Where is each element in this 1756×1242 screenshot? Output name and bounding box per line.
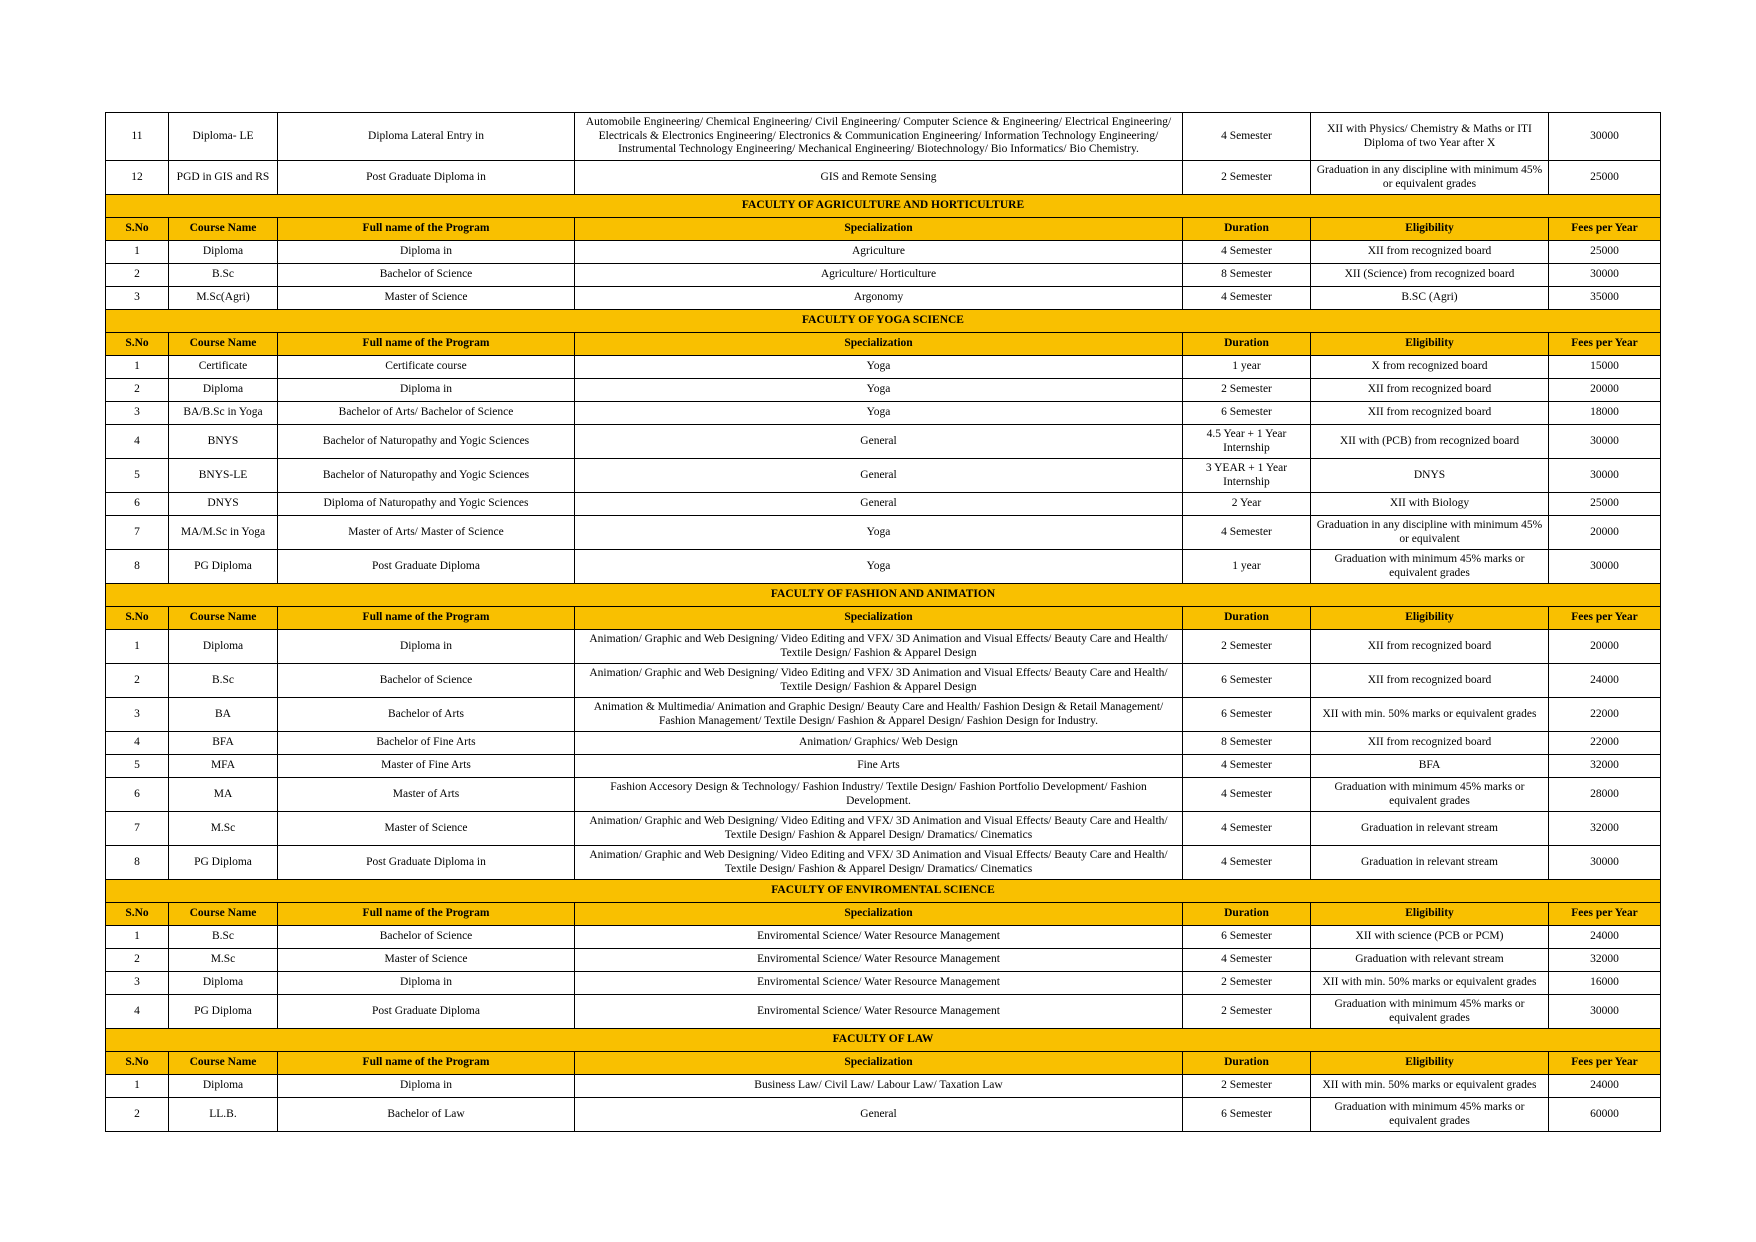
eligibility-cell: Graduation with minimum 45% marks or equivalent grades — [1311, 550, 1549, 584]
duration-cell: 6 Semester — [1183, 664, 1311, 698]
column-header: Duration — [1183, 903, 1311, 926]
course-name-cell: Diploma — [169, 972, 278, 995]
table-row — [106, 516, 1661, 550]
fees-cell: 60000 — [1549, 1098, 1661, 1132]
course-name-cell: BA — [169, 698, 278, 732]
program-name-cell: Master of Arts/ Master of Science — [278, 516, 575, 550]
column-header: Duration — [1183, 1052, 1311, 1075]
program-name-cell: Master of Science — [278, 287, 575, 310]
table-row — [106, 425, 1661, 459]
program-name-cell: Diploma in — [278, 630, 575, 664]
course-name-cell: M.Sc(Agri) — [169, 287, 278, 310]
course-name-cell: MA — [169, 778, 278, 812]
program-name-cell: Diploma in — [278, 972, 575, 995]
sno-cell: 1 — [106, 926, 169, 949]
sno-cell: 3 — [106, 698, 169, 732]
duration-cell: 3 YEAR + 1 Year Internship — [1183, 459, 1311, 493]
column-header: Duration — [1183, 333, 1311, 356]
eligibility-cell: Graduation with minimum 45% marks or equivalent grades — [1311, 1098, 1549, 1132]
sno-cell: 2 — [106, 664, 169, 698]
program-name-cell: Diploma in — [278, 1075, 575, 1098]
column-header: Course Name — [169, 607, 278, 630]
table-row — [106, 812, 1661, 846]
column-header: Specialization — [575, 607, 1183, 630]
faculty-heading-row — [106, 195, 1661, 218]
column-header-row — [106, 903, 1661, 926]
fees-cell: 22000 — [1549, 732, 1661, 755]
sno-cell: 1 — [106, 356, 169, 379]
duration-cell: 4 Semester — [1183, 846, 1311, 880]
column-header: S.No — [106, 333, 169, 356]
program-name-cell: Bachelor of Science — [278, 664, 575, 698]
table-row — [106, 241, 1661, 264]
sno-cell: 12 — [106, 161, 169, 195]
specialization-cell: Business Law/ Civil Law/ Labour Law/ Taxation Law — [575, 1075, 1183, 1098]
column-header: Specialization — [575, 1052, 1183, 1075]
column-header-row — [106, 333, 1661, 356]
column-header: Eligibility — [1311, 1052, 1549, 1075]
table-row — [106, 995, 1661, 1029]
specialization-cell: Enviromental Science/ Water Resource Management — [575, 949, 1183, 972]
specialization-cell: Animation & Multimedia/ Animation and Graphic Design/ Beauty Care and Health/ Fashion Design & Retail Management/ Fashion Management/ Textile Design/ Fashion & Apparel Design/ Fashion Design for Industry. — [575, 698, 1183, 732]
table-row — [106, 161, 1661, 195]
eligibility-cell: Graduation with minimum 45% marks or equivalent grades — [1311, 995, 1549, 1029]
column-header: Fees per Year — [1549, 333, 1661, 356]
course-name-cell: Certificate — [169, 356, 278, 379]
sno-cell: 3 — [106, 402, 169, 425]
fees-cell: 18000 — [1549, 402, 1661, 425]
eligibility-cell: DNYS — [1311, 459, 1549, 493]
sno-cell: 6 — [106, 493, 169, 516]
specialization-cell: Yoga — [575, 516, 1183, 550]
specialization-cell: Animation/ Graphic and Web Designing/ Video Editing and VFX/ 3D Animation and Visual Effects/ Beauty Care and Health/ Textile Design/ Fashion & Apparel Design — [575, 630, 1183, 664]
table-row — [106, 664, 1661, 698]
course-name-cell: DNYS — [169, 493, 278, 516]
column-header: S.No — [106, 1052, 169, 1075]
eligibility-cell: X from recognized board — [1311, 356, 1549, 379]
fees-cell: 30000 — [1549, 846, 1661, 880]
sno-cell: 11 — [106, 113, 169, 161]
course-name-cell: M.Sc — [169, 812, 278, 846]
fees-cell: 32000 — [1549, 949, 1661, 972]
program-name-cell: Bachelor of Law — [278, 1098, 575, 1132]
fees-cell: 30000 — [1549, 264, 1661, 287]
program-name-cell: Diploma Lateral Entry in — [278, 113, 575, 161]
fees-cell: 30000 — [1549, 995, 1661, 1029]
eligibility-cell: XII with Biology — [1311, 493, 1549, 516]
course-name-cell: B.Sc — [169, 264, 278, 287]
program-name-cell: Diploma in — [278, 379, 575, 402]
specialization-cell: Enviromental Science/ Water Resource Management — [575, 972, 1183, 995]
duration-cell: 2 Year — [1183, 493, 1311, 516]
table-row — [106, 1075, 1661, 1098]
specialization-cell: Enviromental Science/ Water Resource Management — [575, 995, 1183, 1029]
specialization-cell: Yoga — [575, 379, 1183, 402]
table-row — [106, 630, 1661, 664]
column-header: Fees per Year — [1549, 607, 1661, 630]
sno-cell: 6 — [106, 778, 169, 812]
program-name-cell: Post Graduate Diploma — [278, 550, 575, 584]
faculty-title: FACULTY OF LAW — [106, 1029, 1661, 1052]
table-row — [106, 846, 1661, 880]
table-row — [106, 493, 1661, 516]
course-table-body — [106, 113, 1661, 1132]
table-row — [106, 402, 1661, 425]
eligibility-cell: XII with science (PCB or PCM) — [1311, 926, 1549, 949]
fees-cell: 24000 — [1549, 926, 1661, 949]
sno-cell: 1 — [106, 1075, 169, 1098]
sno-cell: 2 — [106, 264, 169, 287]
table-row — [106, 778, 1661, 812]
sno-cell: 4 — [106, 995, 169, 1029]
duration-cell: 4.5 Year + 1 Year Internship — [1183, 425, 1311, 459]
sno-cell: 4 — [106, 732, 169, 755]
course-name-cell: PG Diploma — [169, 550, 278, 584]
course-name-cell: Diploma — [169, 1075, 278, 1098]
duration-cell: 6 Semester — [1183, 1098, 1311, 1132]
program-name-cell: Master of Science — [278, 812, 575, 846]
eligibility-cell: XII from recognized board — [1311, 379, 1549, 402]
table-row — [106, 972, 1661, 995]
specialization-cell: General — [575, 493, 1183, 516]
sno-cell: 5 — [106, 459, 169, 493]
duration-cell: 1 year — [1183, 550, 1311, 584]
sno-cell: 2 — [106, 1098, 169, 1132]
fees-cell: 16000 — [1549, 972, 1661, 995]
course-name-cell: BA/B.Sc in Yoga — [169, 402, 278, 425]
course-name-cell: B.Sc — [169, 664, 278, 698]
course-name-cell: BFA — [169, 732, 278, 755]
sno-cell: 2 — [106, 379, 169, 402]
specialization-cell: Automobile Engineering/ Chemical Engineering/ Civil Engineering/ Computer Science & Engineering/ Electrical Engineering/ Electricals & Electronics Engineering/ Electronics & Communication Engineering/ Information Technology Engineering/ Instrumental Technology Engineering/ Mechanical Engineering/ Biotechnology/ Bio Informatics/ Bio Chemistry. — [575, 113, 1183, 161]
duration-cell: 8 Semester — [1183, 732, 1311, 755]
eligibility-cell: Graduation in relevant stream — [1311, 846, 1549, 880]
eligibility-cell: XII from recognized board — [1311, 630, 1549, 664]
fees-cell: 28000 — [1549, 778, 1661, 812]
specialization-cell: Animation/ Graphic and Web Designing/ Video Editing and VFX/ 3D Animation and Visual Effects/ Beauty Care and Health/ Textile Design/ Fashion & Apparel Design — [575, 664, 1183, 698]
sno-cell: 7 — [106, 812, 169, 846]
column-header: Full name of the Program — [278, 903, 575, 926]
table-row — [106, 550, 1661, 584]
sno-cell: 3 — [106, 287, 169, 310]
program-name-cell: Post Graduate Diploma — [278, 995, 575, 1029]
program-name-cell: Master of Arts — [278, 778, 575, 812]
table-row — [106, 356, 1661, 379]
fees-cell: 35000 — [1549, 287, 1661, 310]
course-name-cell: PG Diploma — [169, 846, 278, 880]
sno-cell: 3 — [106, 972, 169, 995]
duration-cell: 4 Semester — [1183, 113, 1311, 161]
fees-cell: 30000 — [1549, 459, 1661, 493]
duration-cell: 4 Semester — [1183, 241, 1311, 264]
eligibility-cell: XII (Science) from recognized board — [1311, 264, 1549, 287]
table-row — [106, 379, 1661, 402]
duration-cell: 2 Semester — [1183, 995, 1311, 1029]
course-name-cell: BNYS-LE — [169, 459, 278, 493]
specialization-cell: General — [575, 1098, 1183, 1132]
course-name-cell: MFA — [169, 755, 278, 778]
program-name-cell: Bachelor of Naturopathy and Yogic Sciences — [278, 425, 575, 459]
course-name-cell: B.Sc — [169, 926, 278, 949]
table-row — [106, 287, 1661, 310]
duration-cell: 2 Semester — [1183, 161, 1311, 195]
eligibility-cell: Graduation with relevant stream — [1311, 949, 1549, 972]
column-header: Eligibility — [1311, 333, 1549, 356]
column-header: Eligibility — [1311, 607, 1549, 630]
duration-cell: 4 Semester — [1183, 287, 1311, 310]
fees-cell: 30000 — [1549, 425, 1661, 459]
fees-cell: 25000 — [1549, 161, 1661, 195]
specialization-cell: Animation/ Graphic and Web Designing/ Video Editing and VFX/ 3D Animation and Visual Effects/ Beauty Care and Health/ Textile Design/ Fashion & Apparel Design/ Dramatics/ Cinematics — [575, 846, 1183, 880]
specialization-cell: Yoga — [575, 356, 1183, 379]
duration-cell: 1 year — [1183, 356, 1311, 379]
fees-cell: 20000 — [1549, 630, 1661, 664]
fees-cell: 32000 — [1549, 755, 1661, 778]
table-row — [106, 926, 1661, 949]
column-header: Duration — [1183, 218, 1311, 241]
duration-cell: 2 Semester — [1183, 630, 1311, 664]
course-name-cell: Diploma — [169, 379, 278, 402]
table-row — [106, 1098, 1661, 1132]
duration-cell: 4 Semester — [1183, 778, 1311, 812]
column-header: Fees per Year — [1549, 903, 1661, 926]
duration-cell: 8 Semester — [1183, 264, 1311, 287]
sno-cell: 1 — [106, 241, 169, 264]
faculty-heading-row — [106, 310, 1661, 333]
course-table — [105, 112, 1661, 1132]
fees-cell: 20000 — [1549, 516, 1661, 550]
column-header: Course Name — [169, 1052, 278, 1075]
fees-cell: 30000 — [1549, 550, 1661, 584]
column-header: Fees per Year — [1549, 218, 1661, 241]
specialization-cell: Enviromental Science/ Water Resource Management — [575, 926, 1183, 949]
sno-cell: 4 — [106, 425, 169, 459]
eligibility-cell: XII with min. 50% marks or equivalent grades — [1311, 698, 1549, 732]
column-header: Course Name — [169, 333, 278, 356]
faculty-heading-row — [106, 1029, 1661, 1052]
eligibility-cell: XII from recognized board — [1311, 664, 1549, 698]
duration-cell: 4 Semester — [1183, 949, 1311, 972]
duration-cell: 2 Semester — [1183, 379, 1311, 402]
fees-cell: 25000 — [1549, 241, 1661, 264]
column-header: Course Name — [169, 903, 278, 926]
eligibility-cell: B.SC (Agri) — [1311, 287, 1549, 310]
duration-cell: 4 Semester — [1183, 516, 1311, 550]
table-row — [106, 755, 1661, 778]
column-header-row — [106, 1052, 1661, 1075]
eligibility-cell: Graduation in relevant stream — [1311, 812, 1549, 846]
eligibility-cell: XII from recognized board — [1311, 732, 1549, 755]
faculty-title: FACULTY OF ENVIROMENTAL SCIENCE — [106, 880, 1661, 903]
sno-cell: 8 — [106, 550, 169, 584]
program-name-cell: Bachelor of Arts/ Bachelor of Science — [278, 402, 575, 425]
faculty-title: FACULTY OF FASHION AND ANIMATION — [106, 584, 1661, 607]
duration-cell: 6 Semester — [1183, 926, 1311, 949]
specialization-cell: Animation/ Graphics/ Web Design — [575, 732, 1183, 755]
eligibility-cell: XII with min. 50% marks or equivalent grades — [1311, 1075, 1549, 1098]
eligibility-cell: XII from recognized board — [1311, 241, 1549, 264]
specialization-cell: Agriculture/ Horticulture — [575, 264, 1183, 287]
column-header: Full name of the Program — [278, 218, 575, 241]
program-name-cell: Master of Fine Arts — [278, 755, 575, 778]
column-header: S.No — [106, 903, 169, 926]
column-header-row — [106, 218, 1661, 241]
table-row — [106, 949, 1661, 972]
specialization-cell: Agriculture — [575, 241, 1183, 264]
program-name-cell: Post Graduate Diploma in — [278, 846, 575, 880]
sno-cell: 2 — [106, 949, 169, 972]
eligibility-cell: BFA — [1311, 755, 1549, 778]
sno-cell: 1 — [106, 630, 169, 664]
program-name-cell: Bachelor of Science — [278, 926, 575, 949]
eligibility-cell: XII from recognized board — [1311, 402, 1549, 425]
column-header: Specialization — [575, 333, 1183, 356]
sno-cell: 8 — [106, 846, 169, 880]
column-header: Full name of the Program — [278, 333, 575, 356]
duration-cell: 2 Semester — [1183, 972, 1311, 995]
column-header: Fees per Year — [1549, 1052, 1661, 1075]
duration-cell: 4 Semester — [1183, 812, 1311, 846]
course-document — [105, 112, 1660, 1132]
fees-cell: 22000 — [1549, 698, 1661, 732]
program-name-cell: Bachelor of Science — [278, 264, 575, 287]
column-header: Eligibility — [1311, 218, 1549, 241]
duration-cell: 6 Semester — [1183, 402, 1311, 425]
specialization-cell: GIS and Remote Sensing — [575, 161, 1183, 195]
program-name-cell: Bachelor of Naturopathy and Yogic Sciences — [278, 459, 575, 493]
table-row — [106, 113, 1661, 161]
column-header: Full name of the Program — [278, 1052, 575, 1075]
course-name-cell: PG Diploma — [169, 995, 278, 1029]
course-name-cell: MA/M.Sc in Yoga — [169, 516, 278, 550]
fees-cell: 32000 — [1549, 812, 1661, 846]
course-name-cell: M.Sc — [169, 949, 278, 972]
eligibility-cell: Graduation in any discipline with minimum 45% or equivalent grades — [1311, 161, 1549, 195]
column-header: Eligibility — [1311, 903, 1549, 926]
faculty-heading-row — [106, 880, 1661, 903]
column-header: Duration — [1183, 607, 1311, 630]
specialization-cell: Animation/ Graphic and Web Designing/ Video Editing and VFX/ 3D Animation and Visual Effects/ Beauty Care and Health/ Textile Design/ Fashion & Apparel Design/ Dramatics/ Cinematics — [575, 812, 1183, 846]
table-row — [106, 698, 1661, 732]
sno-cell: 5 — [106, 755, 169, 778]
column-header: S.No — [106, 218, 169, 241]
fees-cell: 20000 — [1549, 379, 1661, 402]
course-name-cell: LL.B. — [169, 1098, 278, 1132]
program-name-cell: Bachelor of Arts — [278, 698, 575, 732]
eligibility-cell: Graduation in any discipline with minimum 45% or equivalent — [1311, 516, 1549, 550]
column-header: Specialization — [575, 218, 1183, 241]
eligibility-cell: XII with (PCB) from recognized board — [1311, 425, 1549, 459]
table-row — [106, 732, 1661, 755]
column-header-row — [106, 607, 1661, 630]
column-header: Specialization — [575, 903, 1183, 926]
specialization-cell: Fashion Accesory Design & Technology/ Fashion Industry/ Textile Design/ Fashion Portfolio Development/ Fashion Development. — [575, 778, 1183, 812]
program-name-cell: Bachelor of Fine Arts — [278, 732, 575, 755]
table-row — [106, 264, 1661, 287]
course-name-cell: PGD in GIS and RS — [169, 161, 278, 195]
fees-cell: 24000 — [1549, 664, 1661, 698]
specialization-cell: Argonomy — [575, 287, 1183, 310]
eligibility-cell: XII with min. 50% marks or equivalent grades — [1311, 972, 1549, 995]
course-name-cell: Diploma- LE — [169, 113, 278, 161]
program-name-cell: Diploma in — [278, 241, 575, 264]
eligibility-cell: Graduation with minimum 45% marks or equivalent grades — [1311, 778, 1549, 812]
faculty-heading-row — [106, 584, 1661, 607]
specialization-cell: Yoga — [575, 402, 1183, 425]
column-header: S.No — [106, 607, 169, 630]
eligibility-cell: XII with Physics/ Chemistry & Maths or ITI Diploma of two Year after X — [1311, 113, 1549, 161]
fees-cell: 25000 — [1549, 493, 1661, 516]
specialization-cell: Fine Arts — [575, 755, 1183, 778]
duration-cell: 4 Semester — [1183, 755, 1311, 778]
course-name-cell: Diploma — [169, 630, 278, 664]
course-name-cell: Diploma — [169, 241, 278, 264]
course-name-cell: BNYS — [169, 425, 278, 459]
duration-cell: 2 Semester — [1183, 1075, 1311, 1098]
program-name-cell: Master of Science — [278, 949, 575, 972]
fees-cell: 15000 — [1549, 356, 1661, 379]
sno-cell: 7 — [106, 516, 169, 550]
fees-cell: 24000 — [1549, 1075, 1661, 1098]
fees-cell: 30000 — [1549, 113, 1661, 161]
column-header: Full name of the Program — [278, 607, 575, 630]
duration-cell: 6 Semester — [1183, 698, 1311, 732]
specialization-cell: General — [575, 425, 1183, 459]
specialization-cell: Yoga — [575, 550, 1183, 584]
program-name-cell: Post Graduate Diploma in — [278, 161, 575, 195]
table-row — [106, 459, 1661, 493]
program-name-cell: Certificate course — [278, 356, 575, 379]
column-header: Course Name — [169, 218, 278, 241]
faculty-title: FACULTY OF YOGA SCIENCE — [106, 310, 1661, 333]
specialization-cell: General — [575, 459, 1183, 493]
faculty-title: FACULTY OF AGRICULTURE AND HORTICULTURE — [106, 195, 1661, 218]
program-name-cell: Diploma of Naturopathy and Yogic Sciences — [278, 493, 575, 516]
